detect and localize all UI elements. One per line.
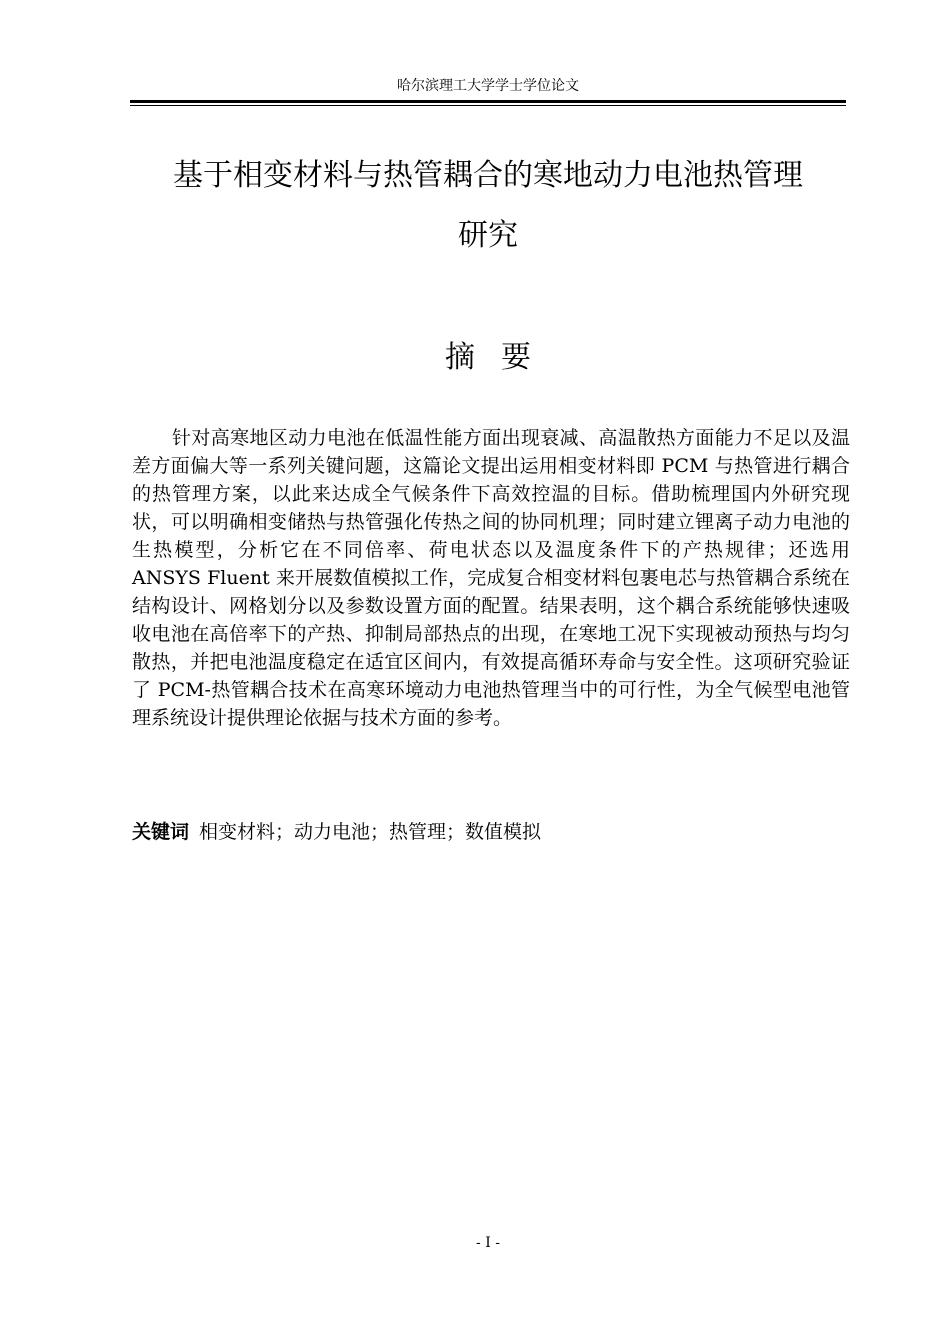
page-number: - I - (476, 1235, 500, 1251)
running-header: 哈尔滨理工大学学士学位论文 (397, 78, 579, 94)
abstract-heading: 摘要 (445, 340, 557, 375)
keywords-label: 关键词 (132, 821, 190, 843)
thesis-title-line-2: 研究 (458, 218, 518, 253)
keywords-line (132, 818, 850, 846)
header-rule-thick (130, 100, 846, 103)
thesis-title-line-1: 基于相变材料与热管耦合的寒地动力电池热管理 (173, 158, 803, 193)
header-rule-thin (130, 105, 846, 106)
keywords-terms: 相变材料；动力电池；热管理；数值模拟 (199, 821, 542, 843)
abstract-body: 针对高寒地区动力电池在低温性能方面出现衰减、高温散热方面能力不足以及温差方面偏大等一系列关键问题，这篇论文提出运用相变材料即 PCM 与热管进行耦合的热管理方案，以此来达成全气候条件下高效控温的目标。借助梳理国内外研究现状，可以明确相变储热与热管强化传热之间的协同机理；同时建立锂离子动力电池的生热模型，分析它在不同倍率、荷电状态以及温度条件下的产热规律；还选用 ANSYS Fluent 来开展数值模拟工作，完成复合相变材料包裹电芯与热管耦合系统在结构设计、网格划分以及参数设置方面的配置。结果表明，这个耦合系统能够快速吸收电池在高倍率下的产热、抑制局部热点的出现，在寒地工况下实现被动预热与均匀散热，并把电池温度稳定在适宜区间内，有效提高循环寿命与安全性。这项研究验证了 PCM-热管耦合技术在高寒环境动力电池热管理当中的可行性，为全气候型电池管理系统设计提供理论依据与技术方面的参考。 (132, 427, 850, 729)
